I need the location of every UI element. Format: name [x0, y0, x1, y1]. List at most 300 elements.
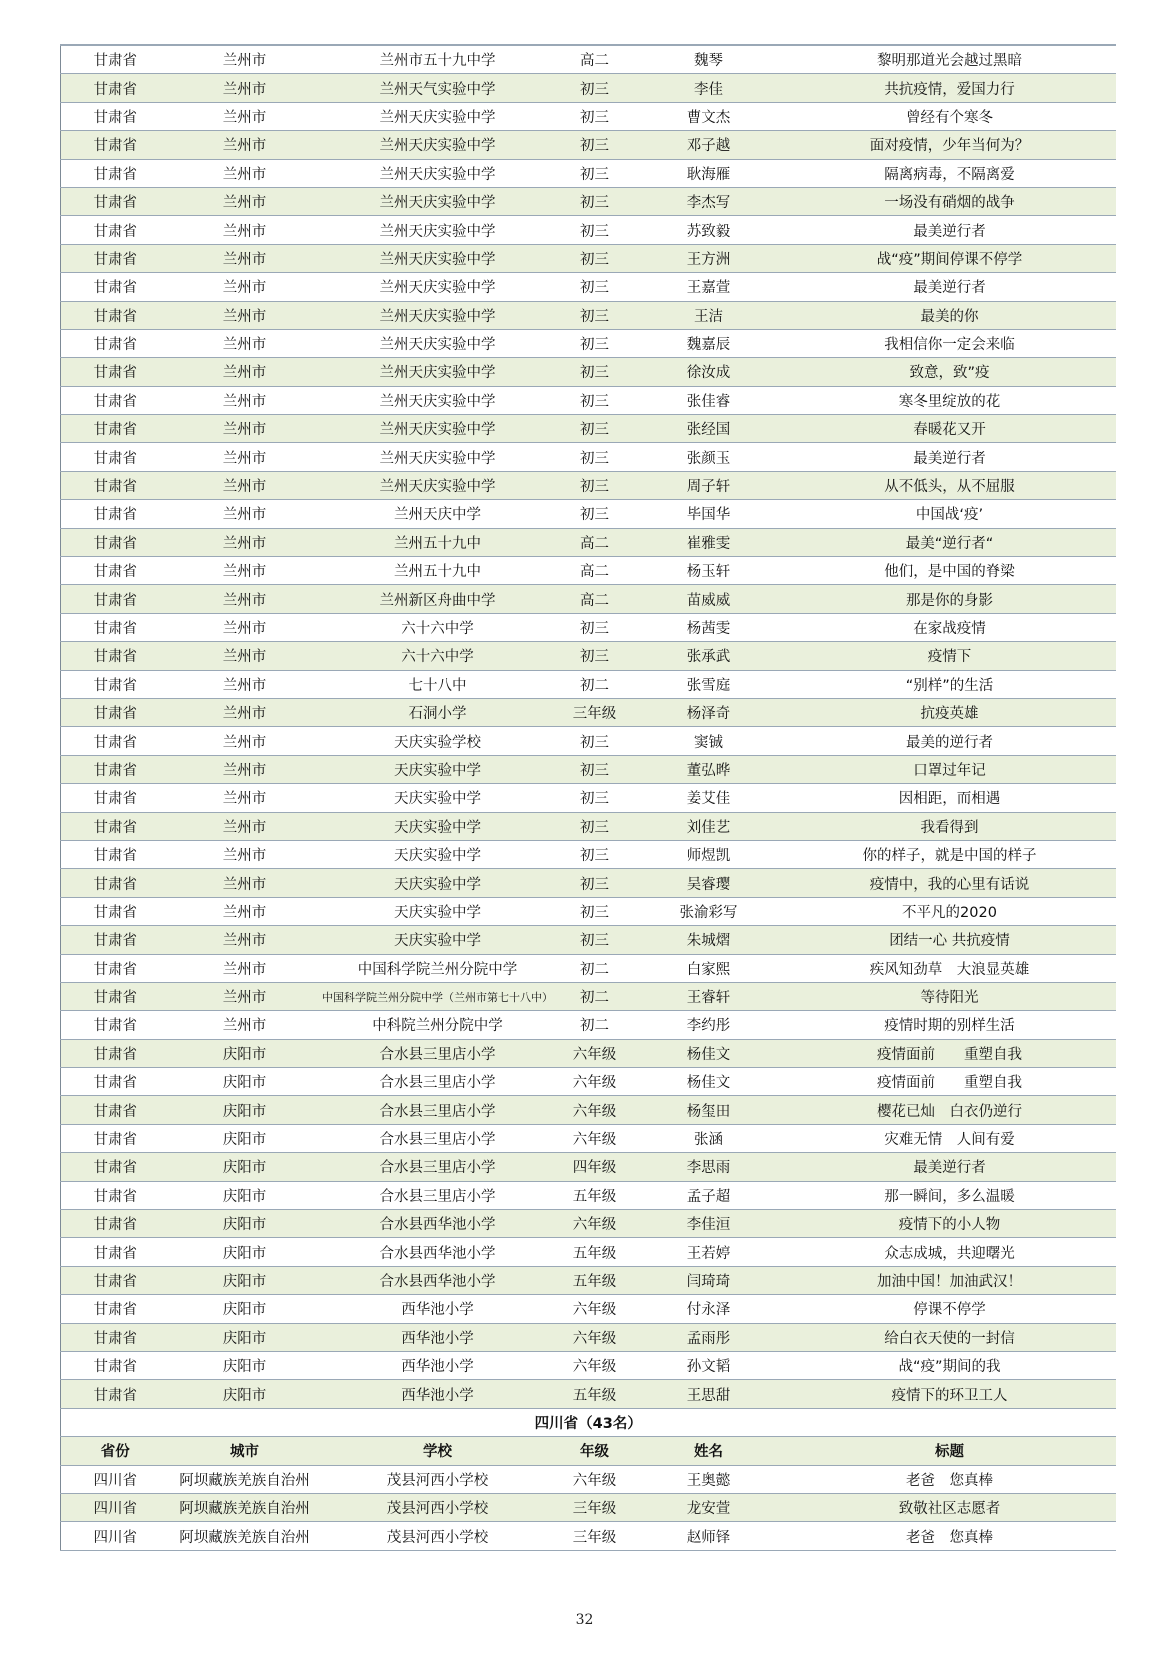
results-table	[60, 44, 1116, 1551]
table-row	[61, 557, 1116, 585]
table-cell: 共抗疫情，爱国力行	[784, 74, 1116, 102]
table-cell: 甘肃省	[61, 1039, 170, 1067]
table-cell: 甘肃省	[61, 74, 170, 102]
table-cell: 庆阳市	[170, 1096, 320, 1124]
table-cell: 甘肃省	[61, 443, 170, 471]
table-cell: 兰州天庆实验中学	[320, 216, 556, 244]
table-cell: 王睿轩	[634, 982, 784, 1010]
table-cell: 庆阳市	[170, 1153, 320, 1181]
table-cell: 兰州天庆实验中学	[320, 244, 556, 272]
table-cell: 初二	[556, 670, 634, 698]
table-cell: 兰州市	[170, 74, 320, 102]
table-cell: 初三	[556, 216, 634, 244]
table-cell: 甘肃省	[61, 613, 170, 641]
table-cell: 赵师铎	[634, 1522, 784, 1550]
table-cell: 兰州市	[170, 443, 320, 471]
table-cell: 初三	[556, 926, 634, 954]
table-cell: 高二	[556, 45, 634, 74]
table-row	[61, 613, 1116, 641]
table-cell: 徐汝成	[634, 358, 784, 386]
table-row	[61, 755, 1116, 783]
table-cell: 兰州市	[170, 642, 320, 670]
table-row	[61, 1068, 1116, 1096]
table-cell: 杨茜雯	[634, 613, 784, 641]
table-cell: 兰州天庆实验中学	[320, 329, 556, 357]
table-cell: 初三	[556, 642, 634, 670]
table-cell: 中国科学院兰州分院中学	[320, 954, 556, 982]
table-row	[61, 45, 1116, 74]
table-cell: 耿海雁	[634, 159, 784, 187]
table-cell: 六年级	[556, 1465, 634, 1493]
table-cell: 六年级	[556, 1039, 634, 1067]
table-cell: 甘肃省	[61, 187, 170, 215]
table-row	[61, 1039, 1116, 1067]
page-number: 32	[575, 1612, 594, 1628]
table-cell: 初三	[556, 358, 634, 386]
table-cell: 西华池小学	[320, 1295, 556, 1323]
table-row	[61, 1266, 1116, 1294]
table-cell: 王嘉萱	[634, 273, 784, 301]
table-cell: 六年级	[556, 1323, 634, 1351]
table-cell: 白家熙	[634, 954, 784, 982]
table-row	[61, 642, 1116, 670]
table-cell: 董弘晔	[634, 755, 784, 783]
table-cell: 合水县三里店小学	[320, 1039, 556, 1067]
table-cell: 最美逆行者	[784, 443, 1116, 471]
table-cell: 李佳	[634, 74, 784, 102]
table-cell: 七十八中	[320, 670, 556, 698]
table-row	[61, 698, 1116, 726]
table-cell: 兰州市	[170, 471, 320, 499]
table-cell: 庆阳市	[170, 1181, 320, 1209]
table-cell: 三年级	[556, 1522, 634, 1550]
table-cell: 初三	[556, 386, 634, 414]
table-cell: 曹文杰	[634, 102, 784, 130]
table-cell: 甘肃省	[61, 216, 170, 244]
table-cell: 不平凡的2020	[784, 897, 1116, 925]
table-cell: 张涵	[634, 1124, 784, 1152]
table-cell: 西华池小学	[320, 1380, 556, 1408]
table-row	[61, 1295, 1116, 1323]
table-cell: 中国科学院兰州分院中学（兰州市第七十八中）	[320, 982, 556, 1010]
table-cell: 甘肃省	[61, 1153, 170, 1181]
table-cell: 兰州天庆中学	[320, 500, 556, 528]
table-cell: 我看得到	[784, 812, 1116, 840]
table-cell: 初三	[556, 329, 634, 357]
table-cell: 兰州市	[170, 528, 320, 556]
table-cell: 初三	[556, 273, 634, 301]
table-cell: 初三	[556, 74, 634, 102]
table-cell: 最美的你	[784, 301, 1116, 329]
table-cell: 甘肃省	[61, 131, 170, 159]
table-cell: 从不低头，从不屈服	[784, 471, 1116, 499]
table-row	[61, 1181, 1116, 1209]
table-cell: 六年级	[556, 1124, 634, 1152]
table-row	[61, 1465, 1116, 1493]
table-cell: 一场没有硝烟的战争	[784, 187, 1116, 215]
table-row	[61, 1380, 1116, 1408]
table-cell: 兰州五十九中	[320, 528, 556, 556]
table-cell: 城市	[170, 1437, 320, 1465]
table-cell: 灾难无情 人间有爱	[784, 1124, 1116, 1152]
table-cell: 天庆实验中学	[320, 784, 556, 812]
table-cell: 天庆实验中学	[320, 812, 556, 840]
table-cell: 窦铖	[634, 727, 784, 755]
table-cell: 兰州市	[170, 613, 320, 641]
table-cell: 兰州天庆实验中学	[320, 415, 556, 443]
table-cell: 甘肃省	[61, 244, 170, 272]
table-cell: 四川省	[61, 1465, 170, 1493]
table-cell: 兰州市	[170, 727, 320, 755]
table-cell: 兰州市	[170, 698, 320, 726]
table-cell: 六年级	[556, 1096, 634, 1124]
table-row	[61, 670, 1116, 698]
table-cell: 高二	[556, 585, 634, 613]
table-cell: 甘肃省	[61, 840, 170, 868]
table-cell: 杨佳文	[634, 1068, 784, 1096]
table-cell: 合水县三里店小学	[320, 1153, 556, 1181]
table-cell: 甘肃省	[61, 528, 170, 556]
table-cell: 合水县三里店小学	[320, 1068, 556, 1096]
table-cell: 龙安萱	[634, 1493, 784, 1521]
table-cell: 兰州市	[170, 216, 320, 244]
table-cell: 兰州市	[170, 869, 320, 897]
table-cell: 李佳洹	[634, 1210, 784, 1238]
table-cell: 天庆实验中学	[320, 926, 556, 954]
table-cell: 致敬社区志愿者	[784, 1493, 1116, 1521]
table-row	[61, 443, 1116, 471]
table-cell: 高二	[556, 528, 634, 556]
table-cell: 庆阳市	[170, 1124, 320, 1152]
table-cell: 甘肃省	[61, 1210, 170, 1238]
table-cell: 战“疫”期间停课不停学	[784, 244, 1116, 272]
table-cell: 六十六中学	[320, 642, 556, 670]
table-cell: 甘肃省	[61, 869, 170, 897]
table-cell: 众志成城，共迎曙光	[784, 1238, 1116, 1266]
table-cell: 最美逆行者	[784, 216, 1116, 244]
table-row	[61, 187, 1116, 215]
table-cell: 兰州天庆实验中学	[320, 471, 556, 499]
table-cell: 初二	[556, 982, 634, 1010]
table-row	[61, 386, 1116, 414]
table-cell: 因相距，而相遇	[784, 784, 1116, 812]
table-cell: 杨玺田	[634, 1096, 784, 1124]
table-cell: 初三	[556, 159, 634, 187]
table-cell: 兰州天庆实验中学	[320, 131, 556, 159]
table-cell: 初三	[556, 613, 634, 641]
table-row	[61, 1522, 1116, 1550]
table-cell: 初三	[556, 784, 634, 812]
table-cell: 六年级	[556, 1351, 634, 1379]
table-cell: 庆阳市	[170, 1380, 320, 1408]
table-cell: 兰州市	[170, 670, 320, 698]
table-cell: 阿坝藏族羌族自治州	[170, 1465, 320, 1493]
table-cell: 兰州市	[170, 102, 320, 130]
table-cell: 学校	[320, 1437, 556, 1465]
table-cell: 庆阳市	[170, 1068, 320, 1096]
table-cell: 中国战‘疫’	[784, 500, 1116, 528]
table-cell: 兰州市	[170, 954, 320, 982]
table-cell: 庆阳市	[170, 1039, 320, 1067]
table-cell: 兰州市	[170, 755, 320, 783]
table-cell: 甘肃省	[61, 471, 170, 499]
table-cell: 甘肃省	[61, 1323, 170, 1351]
table-cell: 孟子超	[634, 1181, 784, 1209]
table-row	[61, 1493, 1116, 1521]
table-cell: 付永泽	[634, 1295, 784, 1323]
table-cell: 庆阳市	[170, 1210, 320, 1238]
table-cell: “别样”的生活	[784, 670, 1116, 698]
table-cell: 四川省	[61, 1493, 170, 1521]
table-cell: 甘肃省	[61, 812, 170, 840]
table-cell: 致意，致”疫	[784, 358, 1116, 386]
table-cell: 庆阳市	[170, 1295, 320, 1323]
table-cell: 甘肃省	[61, 329, 170, 357]
table-cell: 疫情下的小人物	[784, 1210, 1116, 1238]
table-row	[61, 1011, 1116, 1039]
table-cell: 疫情下	[784, 642, 1116, 670]
table-row	[61, 159, 1116, 187]
table-row	[61, 1351, 1116, 1379]
table-cell: 初三	[556, 301, 634, 329]
table-cell: 最美的逆行者	[784, 727, 1116, 755]
table-cell: 疫情时期的别样生活	[784, 1011, 1116, 1039]
table-cell: 张雪庭	[634, 670, 784, 698]
table-row	[61, 727, 1116, 755]
table-row	[61, 528, 1116, 556]
table-row	[61, 471, 1116, 499]
table-cell: 初三	[556, 244, 634, 272]
table-cell: 兰州天庆实验中学	[320, 443, 556, 471]
table-cell: 天庆实验中学	[320, 869, 556, 897]
table-row	[61, 954, 1116, 982]
table-cell: 邓子越	[634, 131, 784, 159]
table-cell: 我相信你一定会来临	[784, 329, 1116, 357]
table-cell: 天庆实验中学	[320, 897, 556, 925]
table-cell: 兰州市	[170, 358, 320, 386]
table-cell: 合水县三里店小学	[320, 1124, 556, 1152]
table-cell: 庆阳市	[170, 1323, 320, 1351]
table-cell: 年级	[556, 1437, 634, 1465]
table-cell: 春暖花又开	[784, 415, 1116, 443]
table-cell: 王奥懿	[634, 1465, 784, 1493]
table-cell: 茂县河西小学校	[320, 1493, 556, 1521]
table-cell: 兰州天庆实验中学	[320, 187, 556, 215]
table-cell: 甘肃省	[61, 1068, 170, 1096]
table-cell: 兰州新区舟曲中学	[320, 585, 556, 613]
table-cell: 团结一心 共抗疫情	[784, 926, 1116, 954]
table-cell: 五年级	[556, 1380, 634, 1408]
table-cell: 曾经有个寒冬	[784, 102, 1116, 130]
table-cell: 五年级	[556, 1266, 634, 1294]
table-cell: 兰州市	[170, 1011, 320, 1039]
table-cell: 兰州天庆实验中学	[320, 301, 556, 329]
table-cell: 初三	[556, 897, 634, 925]
table-cell: 初三	[556, 500, 634, 528]
table-cell: 合水县西华池小学	[320, 1210, 556, 1238]
table-cell: 兰州市	[170, 301, 320, 329]
table-cell: 甘肃省	[61, 358, 170, 386]
table-row	[61, 1124, 1116, 1152]
table-cell: 周子轩	[634, 471, 784, 499]
table-cell: 黎明那道光会越过黑暗	[784, 45, 1116, 74]
table-row	[61, 74, 1116, 102]
table-cell: 甘肃省	[61, 1181, 170, 1209]
table-cell: 闫琦琦	[634, 1266, 784, 1294]
table-cell: 面对疫情，少年当何为？	[784, 131, 1116, 159]
table-cell: 甘肃省	[61, 273, 170, 301]
table-cell: 庆阳市	[170, 1238, 320, 1266]
table-cell: 王方洲	[634, 244, 784, 272]
table-cell: 初三	[556, 187, 634, 215]
table-cell: 兰州市	[170, 897, 320, 925]
section-title: 四川省（43名）	[61, 1408, 1116, 1436]
table-cell: 兰州市	[170, 585, 320, 613]
table-cell: 石洞小学	[320, 698, 556, 726]
table-row	[61, 897, 1116, 925]
table-cell: 你的样子，就是中国的样子	[784, 840, 1116, 868]
table-cell: 张承武	[634, 642, 784, 670]
table-cell: 王洁	[634, 301, 784, 329]
table-cell: 张佳睿	[634, 386, 784, 414]
table-cell: 加油中国！加油武汉！	[784, 1266, 1116, 1294]
table-row	[61, 329, 1116, 357]
table-cell: 甘肃省	[61, 386, 170, 414]
table-cell: 甘肃省	[61, 897, 170, 925]
table-cell: 三年级	[556, 1493, 634, 1521]
table-row	[61, 812, 1116, 840]
table-cell: 兰州天庆实验中学	[320, 273, 556, 301]
table-row	[61, 244, 1116, 272]
table-cell: 甘肃省	[61, 642, 170, 670]
table-cell: 甘肃省	[61, 557, 170, 585]
table-cell: 在家战疫情	[784, 613, 1116, 641]
table-cell: 初三	[556, 443, 634, 471]
table-cell: 初三	[556, 415, 634, 443]
table-cell: 王思甜	[634, 1380, 784, 1408]
table-cell: 兰州天庆实验中学	[320, 159, 556, 187]
table-cell: 六年级	[556, 1295, 634, 1323]
table-row	[61, 500, 1116, 528]
table-cell: 孟雨彤	[634, 1323, 784, 1351]
table-cell: 甘肃省	[61, 1096, 170, 1124]
table-cell: 兰州市	[170, 557, 320, 585]
table-cell: 兰州市	[170, 273, 320, 301]
table-cell: 天庆实验学校	[320, 727, 556, 755]
table-cell: 甘肃省	[61, 926, 170, 954]
table-row	[61, 784, 1116, 812]
table-cell: 合水县西华池小学	[320, 1266, 556, 1294]
table-row	[61, 1096, 1116, 1124]
table-cell: 苗威威	[634, 585, 784, 613]
table-cell: 初三	[556, 471, 634, 499]
table-cell: 初三	[556, 840, 634, 868]
table-cell: 甘肃省	[61, 1295, 170, 1323]
table-cell: 合水县西华池小学	[320, 1238, 556, 1266]
table-cell: 初二	[556, 954, 634, 982]
table-cell: 甘肃省	[61, 45, 170, 74]
table-cell: 抗疫英雄	[784, 698, 1116, 726]
table-cell: 兰州市	[170, 329, 320, 357]
table-cell: 初二	[556, 1011, 634, 1039]
table-cell: 兰州市	[170, 244, 320, 272]
table-cell: 李杰写	[634, 187, 784, 215]
table-cell: 甘肃省	[61, 159, 170, 187]
table-cell: 六年级	[556, 1210, 634, 1238]
table-cell: 寒冬里绽放的花	[784, 386, 1116, 414]
table-cell: 兰州市	[170, 131, 320, 159]
table-cell: 停课不停学	[784, 1295, 1116, 1323]
table-cell: 庆阳市	[170, 1351, 320, 1379]
table-cell: 兰州市	[170, 500, 320, 528]
table-cell: 阿坝藏族羌族自治州	[170, 1522, 320, 1550]
table-cell: 姓名	[634, 1437, 784, 1465]
table-cell: 最美“逆行者“	[784, 528, 1116, 556]
table-row	[61, 869, 1116, 897]
table-cell: 甘肃省	[61, 1380, 170, 1408]
table-cell: 崔雅雯	[634, 528, 784, 556]
table-cell: 初三	[556, 869, 634, 897]
table-cell: 兰州五十九中	[320, 557, 556, 585]
table-cell: 初三	[556, 812, 634, 840]
table-cell: 兰州市	[170, 45, 320, 74]
table-cell: 甘肃省	[61, 301, 170, 329]
table-cell: 甘肃省	[61, 698, 170, 726]
table-row	[61, 1238, 1116, 1266]
table-cell: 六年级	[556, 1068, 634, 1096]
table-cell: 刘佳艺	[634, 812, 784, 840]
table-cell: 姜艾佳	[634, 784, 784, 812]
table-cell: 兰州天庆实验中学	[320, 358, 556, 386]
table-row	[61, 982, 1116, 1010]
table-row	[61, 358, 1116, 386]
table-cell: 兰州天庆实验中学	[320, 386, 556, 414]
table-row	[61, 926, 1116, 954]
table-cell: 标题	[784, 1437, 1116, 1465]
table-cell: 甘肃省	[61, 1266, 170, 1294]
table-cell: 孙文韬	[634, 1351, 784, 1379]
table-cell: 茂县河西小学校	[320, 1522, 556, 1550]
table-cell: 那是你的身影	[784, 585, 1116, 613]
table-cell: 兰州市	[170, 386, 320, 414]
table-cell: 合水县三里店小学	[320, 1181, 556, 1209]
table-cell: 朱城熠	[634, 926, 784, 954]
table-cell: 毕国华	[634, 500, 784, 528]
table-cell: 疫情中，我的心里有话说	[784, 869, 1116, 897]
table-cell: 杨泽奇	[634, 698, 784, 726]
table-cell: 甘肃省	[61, 784, 170, 812]
table-cell: 张颜玉	[634, 443, 784, 471]
table-cell: 天庆实验中学	[320, 840, 556, 868]
table-cell: 吴睿璎	[634, 869, 784, 897]
table-cell: 庆阳市	[170, 1266, 320, 1294]
table-cell: 甘肃省	[61, 982, 170, 1010]
table-cell: 兰州市	[170, 840, 320, 868]
table-cell: 隔离病毒，不隔离爱	[784, 159, 1116, 187]
table-cell: 六十六中学	[320, 613, 556, 641]
table-cell: 最美逆行者	[784, 273, 1116, 301]
table-cell: 阿坝藏族羌族自治州	[170, 1493, 320, 1521]
table-cell: 疫情面前 重塑自我	[784, 1039, 1116, 1067]
table-cell: 天庆实验中学	[320, 755, 556, 783]
table-cell: 疫情下的环卫工人	[784, 1380, 1116, 1408]
table-cell: 兰州天气实验中学	[320, 74, 556, 102]
table-row	[61, 131, 1116, 159]
table-row	[61, 840, 1116, 868]
table-cell: 李思雨	[634, 1153, 784, 1181]
table-cell: 甘肃省	[61, 102, 170, 130]
table-row	[61, 415, 1116, 443]
